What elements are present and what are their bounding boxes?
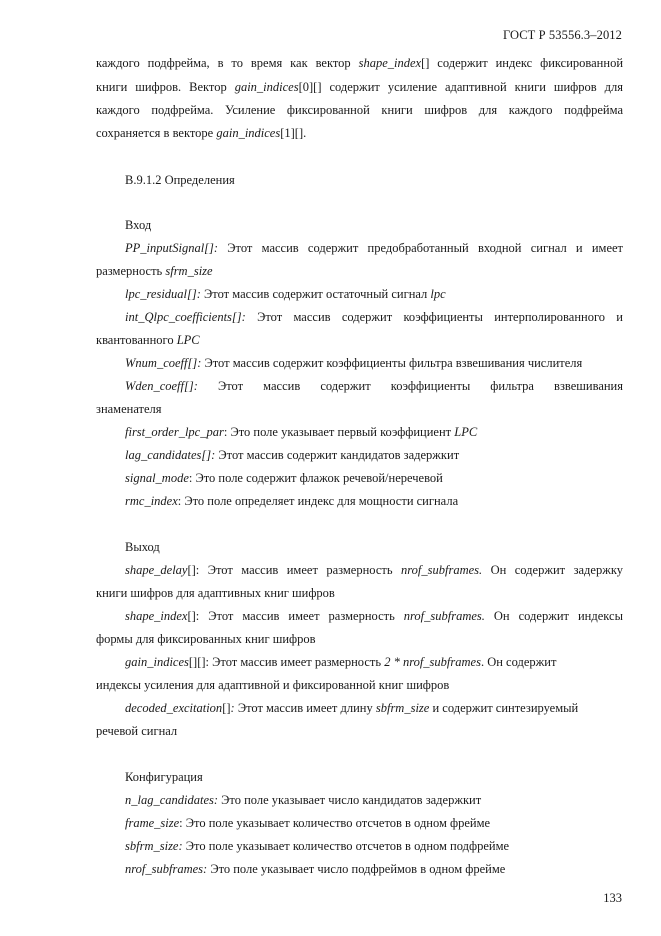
- output-item-shape-index-cont: формы для фиксированных книг шифров: [96, 632, 316, 646]
- config-item-frame-size: frame_size: Это поле указывает количество отсчетов в одном фрейме: [125, 816, 491, 830]
- input-heading: Вход: [125, 218, 152, 232]
- document-header: ГОСТ Р 53556.3–2012: [502, 28, 622, 42]
- input-item-int-qlpc: int_Qlpc_coefficients[]: Этот массив содержит коэффициенты интерполированного и: [125, 310, 623, 324]
- output-heading: Выход: [125, 540, 160, 554]
- output-item-gain-indices-cont: индексы усиления для адаптивной и фиксированной книг шифров: [96, 678, 450, 692]
- input-item-rmc-index: rmc_index: Это поле определяет индекс для мощности сигнала: [125, 494, 459, 508]
- config-item-n-lag-candidates: n_lag_candidates: Это поле указывает число кандидатов задержкит: [125, 793, 482, 807]
- output-item-shape-delay-cont: книги шифров для адаптивных книг шифров: [96, 586, 335, 600]
- page-number: 133: [603, 891, 622, 905]
- section-title: B.9.1.2 Определения: [125, 173, 235, 187]
- input-item-wden-coeff-cont: знаменателя: [96, 402, 162, 416]
- output-item-decoded-excitation: decoded_excitation[]: Этот массив имеет длину sbfrm_size и содержит синтезируемый: [125, 701, 579, 715]
- output-item-gain-indices: gain_indices[][]: Этот массив имеет размерность 2 * nrof_subframes. Он содержит: [125, 655, 557, 669]
- input-item-wnum-coeff: Wnum_coeff[]: Этот массив содержит коэффициенты фильтра взвешивания числителя: [125, 356, 583, 370]
- intro-line-1: каждого подфрейма, в то время как вектор shape_index[] содержит индекс фиксированной: [96, 56, 624, 70]
- intro-line-2: книги шифров. Вектор gain_indices[0][] содержит усиление адаптивной книги шифров для: [96, 80, 623, 94]
- input-item-pp-inputsignal-cont: размерность sfrm_size: [96, 264, 213, 278]
- input-item-int-qlpc-cont: квантованного LPC: [96, 333, 200, 347]
- output-item-shape-delay: shape_delay[]: Этот массив имеет размерность nrof_subframes. Он содержит задержку: [125, 563, 623, 577]
- output-item-shape-index: shape_index[]: Этот массив имеет размерность nrof_subframes. Он содержит индексы: [125, 609, 623, 623]
- config-item-sbfrm-size: sbfrm_size: Это поле указывает количество отсчетов в одном подфрейме: [125, 839, 510, 853]
- config-item-nrof-subframes: nrof_subframes: Это поле указывает число подфреймов в одном фрейме: [125, 862, 506, 876]
- input-item-lpc-residual: lpc_residual[]: Этот массив содержит остаточный сигнал lpc: [125, 287, 446, 301]
- intro-line-3: каждого подфрейма. Усиление фиксированной книги шифров для каждого подфрейма: [96, 103, 623, 117]
- input-item-lag-candidates: lag_candidates[]: Этот массив содержит кандидатов задержкит: [125, 448, 460, 462]
- input-item-pp-inputsignal: PP_inputSignal[]: Этот массив содержит предобработанный входной сигнал и имеет: [125, 241, 623, 255]
- input-item-wden-coeff: Wden_coeff[]: Этот массив содержит коэффициенты фильтра взвешивания: [125, 379, 623, 393]
- input-item-first-order-lpc: first_order_lpc_par: Это поле указывает первый коэффициент LPC: [125, 425, 478, 439]
- output-item-decoded-excitation-cont: речевой сигнал: [96, 724, 178, 738]
- intro-line-4: сохраняется в векторе gain_indices[1][].: [96, 126, 307, 140]
- input-item-signal-mode: signal_mode: Это поле содержит флажок речевой/неречевой: [125, 471, 443, 485]
- config-heading: Конфигурация: [125, 770, 203, 784]
